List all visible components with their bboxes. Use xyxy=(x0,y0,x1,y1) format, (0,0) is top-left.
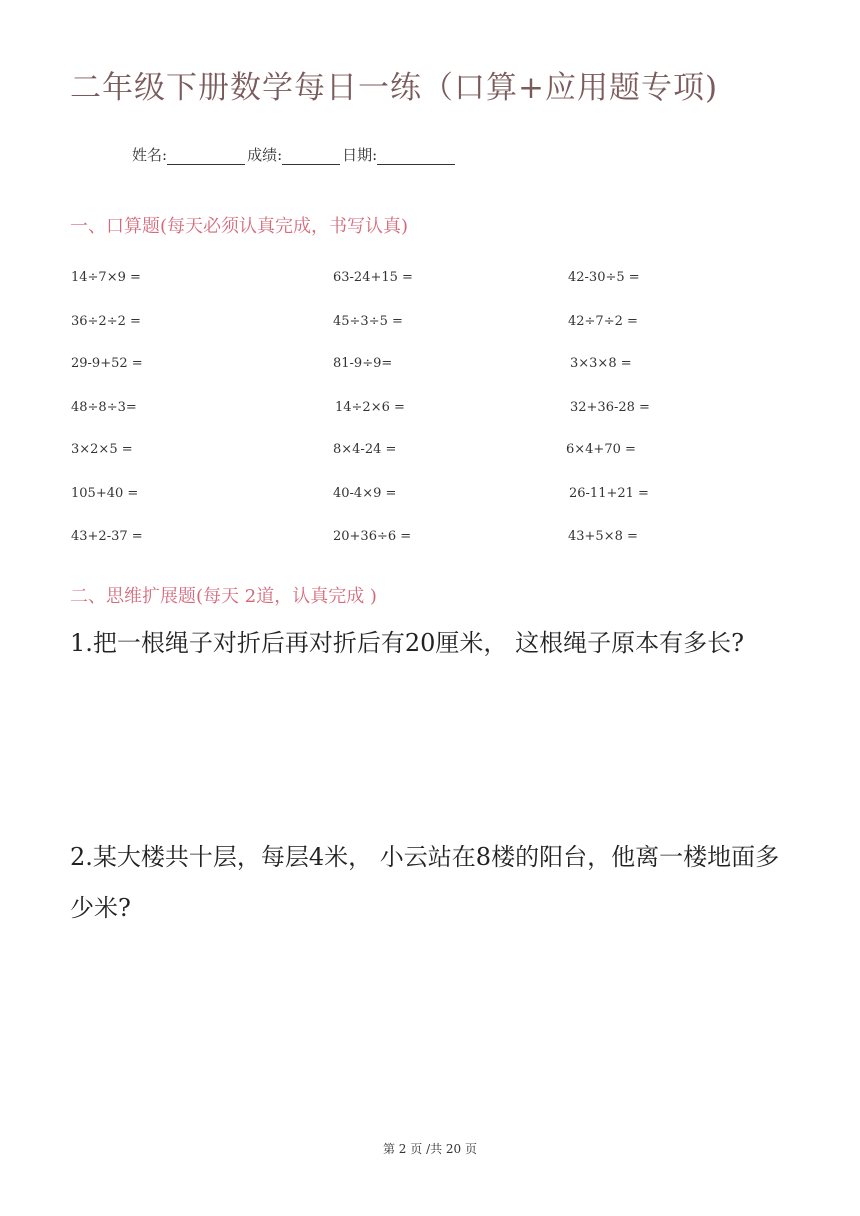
calc-item: 105+40 = xyxy=(71,486,139,501)
calc-item: 14÷7×9 = xyxy=(71,270,141,285)
section-heading-oral-calc: 一、口算题(每天必须认真完成，书写认真) xyxy=(70,216,409,237)
calc-item: 63-24+15 = xyxy=(333,270,413,285)
calc-item: 3×2×5 = xyxy=(71,442,133,457)
date-blank xyxy=(377,148,455,165)
calc-item: 6×4+70 = xyxy=(566,442,636,457)
calc-item: 43+2-37 = xyxy=(71,529,143,544)
calc-item: 20+36÷6 = xyxy=(333,529,412,544)
calc-item: 32+36-28 = xyxy=(570,400,650,415)
page-title: 二年级下册数学每日一练（口算+应用题专项) xyxy=(70,70,719,106)
name-label: 姓名: xyxy=(132,146,168,164)
page-footer: 第 2 页 /共 20 页 xyxy=(382,1142,478,1156)
calc-item: 36÷2÷2 = xyxy=(71,314,141,329)
calc-item: 26-11+21 = xyxy=(569,486,649,501)
score-blank xyxy=(282,148,340,165)
question-2: 2.某大楼共十层，每层4米， 小云站在8楼的阳台，他离一楼地面多少米? xyxy=(70,843,780,922)
name-blank xyxy=(167,148,245,165)
date-label: 日期: xyxy=(342,146,378,164)
calc-item: 14÷2×6 = xyxy=(335,400,405,415)
section-heading-thinking: 二、思维扩展题(每天 2道，认真完成 ) xyxy=(70,586,377,607)
question-1: 1.把一根绳子对折后再对折后有20厘米， 这根绳子原本有多长? xyxy=(70,629,744,657)
calc-item: 3×3×8 = xyxy=(570,356,632,371)
score-label: 成绩: xyxy=(247,146,283,164)
calc-item: 29-9+52 = xyxy=(71,356,143,371)
calc-item: 8×4-24 = xyxy=(333,442,397,457)
calc-item: 43+5×8 = xyxy=(568,529,638,544)
calc-item: 42-30÷5 = xyxy=(568,270,640,285)
calc-item: 40-4×9 = xyxy=(333,486,397,501)
calc-item: 48÷8÷3= xyxy=(71,400,137,415)
calc-item: 81-9÷9= xyxy=(333,356,393,371)
calc-item: 45÷3÷5 = xyxy=(333,314,403,329)
calc-item: 42÷7÷2 = xyxy=(568,314,638,329)
student-info-line xyxy=(132,144,457,165)
